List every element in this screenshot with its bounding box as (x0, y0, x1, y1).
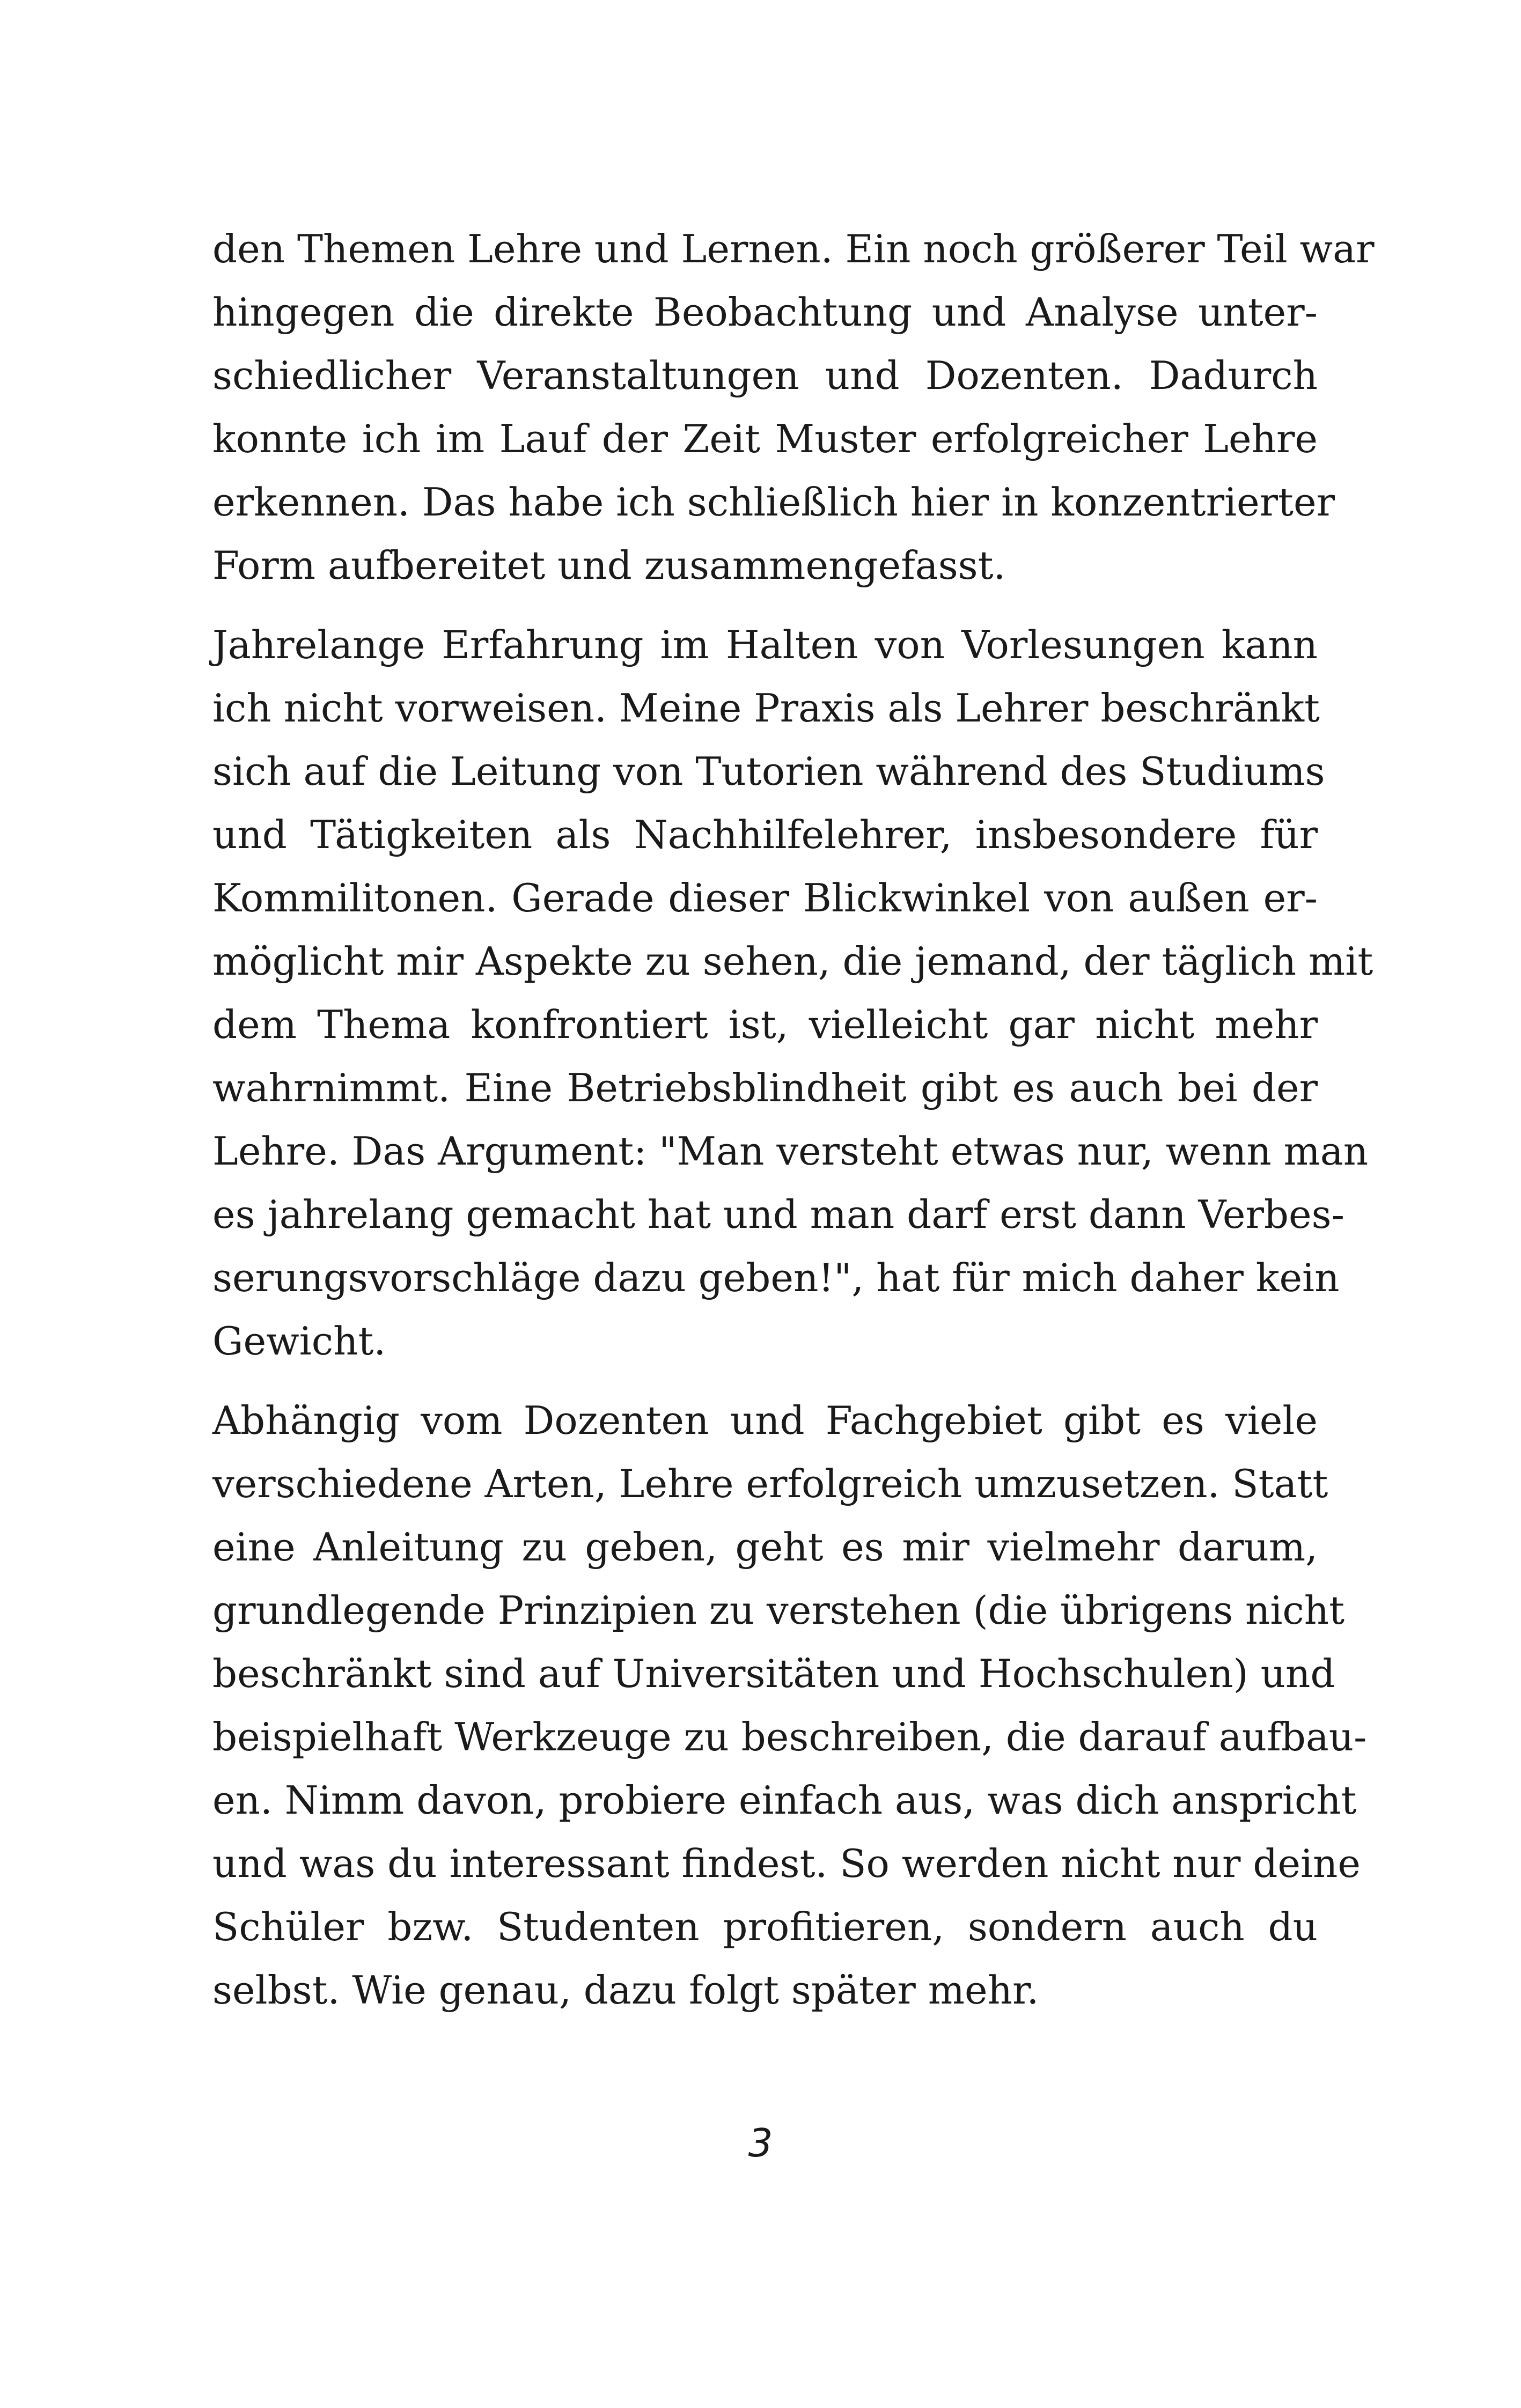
text-line: den Themen Lehre und Lernen. Ein noch größerer Teil war (212, 226, 1375, 271)
text-line: sich auf die Leitung von Tutorien während des Studiums (212, 749, 1325, 794)
text-line: eine Anleitung zu geben, geht es mir vielmehr darum, (212, 1525, 1318, 1570)
body-text (212, 217, 1375, 2038)
paragraph-1 (212, 217, 1375, 597)
text-line: Form aufbereitet und zusammengefasst. (212, 543, 1006, 588)
text-line: hingegen die direkte Beobachtung und Analyse unter- (212, 290, 1318, 335)
text-line: und Tätigkeiten als Nachhilfelehrer, insbesondere für (212, 812, 1318, 857)
text-line: beschränkt sind auf Universitäten und Hochschulen) und (212, 1651, 1335, 1696)
text-line: erkennen. Das habe ich schließlich hier in konzentrierter (212, 480, 1335, 525)
text-line: wahrnimmt. Eine Betriebsblindheit gibt es auch bei der (212, 1065, 1318, 1110)
text-line: Abhängig vom Dozenten und Fachgebiet gibt es viele (212, 1398, 1318, 1443)
text-line: selbst. Wie genau, dazu folgt später mehr. (212, 1968, 1039, 2013)
text-line: beispielhaft Werkzeuge zu beschreiben, die darauf aufbau- (212, 1714, 1367, 1759)
text-line: Gewicht. (212, 1319, 386, 1364)
text-line: möglicht mir Aspekte zu sehen, die jemand, der täglich mit (212, 939, 1373, 984)
text-line: serungsvorschläge dazu geben!", hat für mich daher kein (212, 1255, 1340, 1300)
text-line: und was du interessant findest. So werden nicht nur deine (212, 1841, 1361, 1886)
text-line: Lehre. Das Argument: "Man versteht etwas nur, wenn man (212, 1129, 1369, 1174)
page-number: 3 (748, 2120, 773, 2166)
paragraph-2 (212, 613, 1373, 1373)
text-line: grundlegende Prinzipien zu verstehen (die übrigens nicht (212, 1588, 1345, 1633)
text-line: es jahrelang gemacht hat und man darf erst dann Verbes- (212, 1192, 1344, 1237)
text-line: schiedlicher Veranstaltungen und Dozenten. Dadurch (212, 353, 1318, 398)
text-line: dem Thema konfrontiert ist, vielleicht gar nicht mehr (212, 1002, 1318, 1047)
text-line: ich nicht vorweisen. Meine Praxis als Lehrer beschränkt (212, 686, 1320, 731)
text-line: Kommilitonen. Gerade dieser Blickwinkel von außen er- (212, 875, 1318, 921)
text-line: Schüler bzw. Studenten profitieren, sondern auch du (212, 1904, 1318, 1949)
text-line: en. Nimm davon, probiere einfach aus, was dich anspricht (212, 1778, 1357, 1823)
text-line: konnte ich im Lauf der Zeit Muster erfolgreicher Lehre (212, 416, 1318, 461)
text-line: verschiedene Arten, Lehre erfolgreich umzusetzen. Statt (212, 1461, 1328, 1506)
text-line: Jahrelange Erfahrung im Halten von Vorlesungen kann (212, 622, 1318, 667)
paragraph-3 (212, 1389, 1367, 2022)
